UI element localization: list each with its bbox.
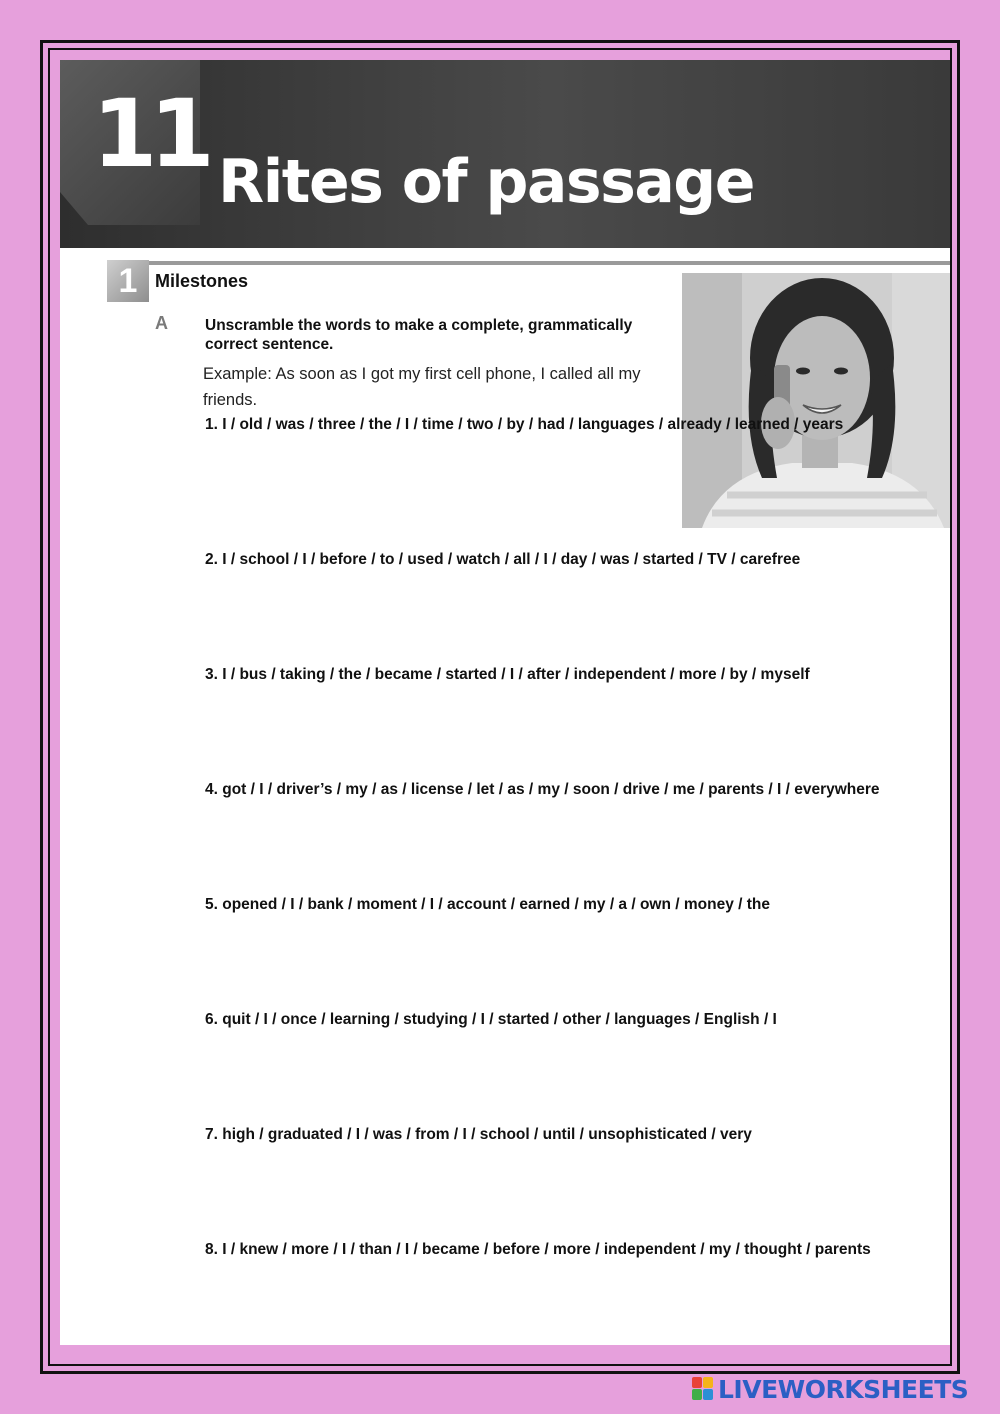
question-2: 2. I / school / I / before / to / used / watch / all / I / day / was / started / TV / carefree	[205, 551, 801, 568]
liveworksheets-logo-icon	[692, 1377, 714, 1401]
worksheet-page	[60, 60, 950, 1345]
liveworksheets-logo[interactable]	[692, 1373, 968, 1405]
unit-header	[60, 60, 950, 248]
unit-title: Rites of passage	[218, 147, 754, 217]
question-8: 8. I / knew / more / I / than / I / became / before / more / independent / my / thought / parents	[205, 1241, 871, 1258]
exercise-letter: A	[155, 313, 168, 333]
section-title: Milestones	[155, 271, 249, 291]
photo-woman-on-phone	[682, 273, 950, 528]
question-5: 5. opened / I / bank / moment / I / account / earned / my / a / own / money / the	[205, 896, 771, 913]
question-3: 3. I / bus / taking / the / became / started / I / after / independent / more / by / myself	[205, 666, 810, 683]
question-4: 4. got / I / driver’s / my / as / license / let / as / my / soon / drive / me / parents / I / everywhere	[205, 781, 880, 798]
question-6: 6. quit / I / once / learning / studying / I / started / other / languages / English / I	[205, 1011, 777, 1028]
liveworksheets-brand-text: LIVEWORKSHEETS	[718, 1374, 969, 1404]
question-7: 7. high / graduated / I / was / from / I / school / until / unsophisticated / very	[205, 1126, 752, 1143]
question-1: 1. I / old / was / three / the / I / time / two / by / had / languages / already / learned / years	[205, 416, 844, 433]
exercise-instruction: Unscramble the words to make a complete, grammatically correct sentence.	[205, 317, 633, 353]
photo-illustration	[682, 273, 950, 528]
section-rule	[148, 261, 950, 265]
section-number: 1	[107, 260, 149, 302]
unit-number: 11	[92, 80, 207, 189]
exercise-example: Example: As soon as I got my first cell phone, I called all my friends.	[203, 365, 641, 409]
